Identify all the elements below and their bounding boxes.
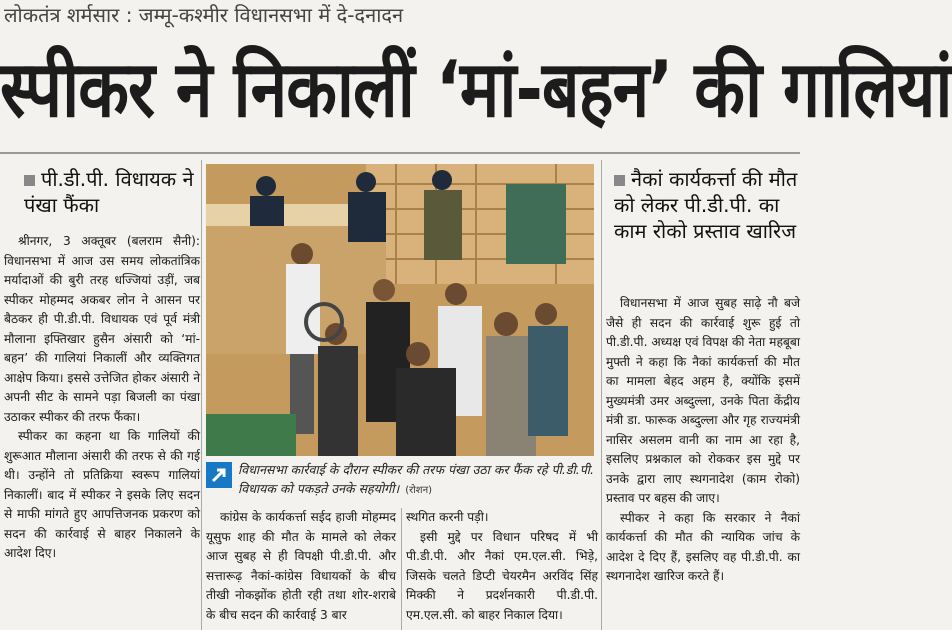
middle-column-2: [406, 508, 598, 630]
left-para-1: श्रीनगर, 3 अक्तूबर (बलराम सैनी): विधानसभा में आज उस समय लोकतांत्रिक मर्यादाओं की बुरी तरह धज्जियां उड़ीं, जब स्पीकर मोहम्मद अकबर लोन ने आसन पर बैठकर ही पी.डी.पी. विधायक एवं पूर्व मंत्री मौलाना इफ्तिखार हुसैन अंसारी को ‘मां-बहन’ की गालियां निकालीं और व्यक्तिगत आक्षेप किया। इससे उत्तेजित होकर अंसारी ने अपनी सीट के सामने पड़ा बिजली का पंखा उठाकर स्पीकर की तरफ फैंका।: [4, 234, 200, 424]
photo-caption: [206, 460, 596, 500]
photo-credit: (रोशन): [405, 485, 433, 496]
left-article: [4, 232, 200, 630]
right-heading-text: नैकां कार्यकर्त्ता की मौत को लेकर पी.डी.पी. का काम रोको प्रस्ताव खारिज: [614, 167, 798, 243]
middle-column-1: [206, 508, 396, 630]
right-heading: [614, 166, 800, 244]
right-article: [606, 294, 800, 630]
column-divider-right: [601, 160, 602, 630]
header-rule: [0, 152, 800, 154]
news-photo: [206, 164, 594, 456]
left-heading-text: पी.डी.पी. विधायक ने पंखा फैंका: [24, 167, 194, 217]
caption-text: विधानसभा कार्रवाई के दौरान स्पीकर की तरफ पंखा उठा कर फैंक रहे पी.डी.पी. विधायक को पकड़ते उनके सहयोगी।: [238, 462, 595, 496]
bullet-square-icon: [24, 175, 35, 186]
middle-para-1: कांग्रेस के कार्यकर्त्ता सईद हाजी मोहम्मद यूसुफ शाह की मौत के मामले को लेकर आज सुबह से ही विपक्षी पी.डी.पी. और सत्तारूढ़ नैकां-कांग्रेस विधायकों के बीच तीखी नोकझोंक होती रही तथा शोर-शराबे के बीच सदन की कार्रवाई 3 बार: [206, 510, 396, 622]
right-para-1: विधानसभा में आज सुबह साढ़े नौ बजे जैसे ही सदन की कार्रवाई शुरू हुई तो पी.डी.पी. अध्यक्ष एवं विपक्ष की नेता महबूबा मुफ्ती ने कहा कि नैकां कार्यकर्त्ता की मौत का मामला बेहद अहम है, क्योंकि इसमें मुख्यमंत्री उमर अब्दुल्ला, उनके पिता केंद्रीय मंत्री डा. फारूक अब्दुल्ला और गृह राज्यमंत्री नासिर असलम वानी का नाम आ रहा है, इसलिए प्रश्नकाल को रोककर इस मुद्दे पर उनके द्वारा लाए स्थगनादेश (काम रोको) प्रस्ताव पर बहस की जाए।: [606, 296, 800, 505]
kicker-line: लोकतंत्र शर्मसार : जम्मू-कश्मीर विधानसभा में दे-दनादन: [4, 3, 404, 27]
left-para-2: स्पीकर का कहना था कि गालियों की शुरूआत मौलाना अंसारी की तरफ से की गई थी। उन्होंने तो प्रतिक्रिया स्वरूप गालियां निकालीं। बाद में स्पीकर ने इसके लिए सदन से माफी मांगते हुए आपत्तिजनक प्रकरण को सदन की कार्रवाई से बाहर निकालने के आदेश दिए।: [4, 429, 200, 560]
arrow-icon: [206, 462, 232, 488]
left-heading: [24, 166, 194, 218]
middle-divider: [401, 508, 402, 630]
headline: स्पीकर ने निकालीं ‘मां-बहन’ की गालियां: [0, 43, 952, 135]
right-para-2: स्पीकर ने कहा कि सरकार ने नैकां कार्यकर्त्ता की मौत की न्यायिक जांच के आदेश दे दिए हैं, इसलिए वह पी.डी.पी. का स्थगनादेश खारिज करते हैं।: [606, 510, 800, 583]
middle-para-2b: इसी मुद्दे पर विधान परिषद में भी पी.डी.पी. और नैकां एम.एल.सी. भिड़े, जिसके चलते डिप्टी चेयरमैन अरविंद सिंह मिक्की ने प्रदर्शनकारी पी.डी.पी. एम.एल.सी. को बाहर निकाल दिया।: [406, 529, 598, 622]
middle-para-2a: स्थगित करनी पड़ी।: [406, 510, 489, 524]
bullet-square-icon: [614, 175, 625, 186]
column-divider: [201, 160, 202, 630]
